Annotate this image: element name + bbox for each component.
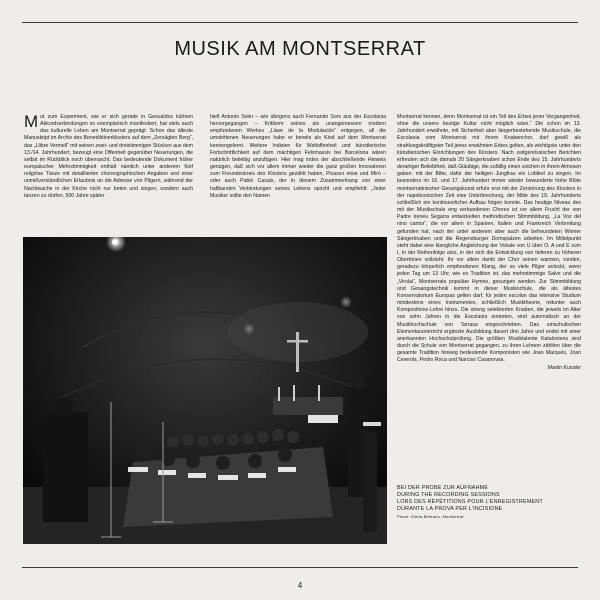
column-3-text: Montserrat kennen, denn Montserrat ist ein Teil des Erbes jener Vergangenheit, ohne die unsere heutige Kultur nicht möglich wäre.“ Die schon im 13. Jahrhundert erwähnte, mit Sicherheit aber längerbestehende Musikschule, die Escolania vom Montserrat mit ihrem Knabenchor, darf gewiß als strahlungskräftigster Teil jenes erwähnten Erbes gelten, als wichtigste unter den künstlerischen Einrichtungen des Klosters. Nach zeitgenössischen Berichten erfreuten sich die damals 20 Sängerknaben schon Ende des 15. Jahrhunderts derartiger Beliebtheit, daß Gläubige, die zufällig einen solchen in ihrem Almosen gaben: mit der Bitte, dafür der heiligen Jungfrau ein Loblied zu singen. Im besonders im 16. und 17. Jahrhundert immer wieder bewunderte hohe Blüte montserratinischer Gesangskunst erfuhr erst mit der Zerstörung des Klosters in der napoleonischen Zeit eine Unterbrechung, der Mitte des 19. Jahrhunderts schließlich ein kontinuierlicher Aufbau folgen konnte. Das heutige Niveau des mit der Musikschule eng verbundenen Chores ist vor allem Frucht der von Padre Ireneu Segarra entwickelten methodischen Stimmbildung. „La Voz del nino cantor“, die vor allem in Spanien, Italien und Frankreich Verbreitung gefunden hat, nach der unter anderem aber auch die befreundeten Wiener Sängerknaben und die Regensburger Domspatzen arbeiten. Im Mittelpunkt steht dabei eine klangliche Angleichung der Vokale von U über O, A und E zum I, in der Reihenfolge also, in der sich die Entwicklung von tieferen zu höheren Obertönen vollzieht. Ihr vor allem dankt der Chor seinen warmen, runden, geradezu körperlich empfundenen Klang, der so viele Pilger anlockt, wenn jeden Tag um 13 Uhr, wie es Tradition ist, das mehrstimmige Salve und die „Virolai“, Montserrats populäre Hymne, gesungen werden. Zur Stimmbildung und Gesangstechnik kommt in dieser Musikschule, die als ältestes Konservatorium Europas gelten darf, für jeden escolan das intensive Studium mindestens eines Instrumentes, schließlich Musiktheorie, mitunter auch Kompositions-Lehre hinzu. Die streng selektierten Knaben, die jeweils im Alter von zehn Jahren in die Escolania eintreten, sind automatisch an der Musikhochschule von Tarrasa eingeschrieben. Das umschulischen Elementarunterricht ergänzte Ausbildung dauert drei Jahre und endet mit einer anerkannten Hochschulprüfung. Die größten Musiktalente Kataloniens sind durch die Schule von Montserrat gegangen, zu ihren Lehrern zählten über die gesamte Tradition hinweg bedeutende Komponisten wie Joan Marqués, Joan Cererols, Pedro Roca und Narciso Casanovas.: [397, 114, 581, 364]
top-rule: [22, 22, 578, 23]
column-1-text: ut zum Experiment, wie er sich gerade in Gesualdos kühnen Akkordverbindungen so exemplarisch manifestiert, hat stets auch das kulturelle Leben am Montserrat geprägt. Schon das älteste Manuskript im Archiv des Benediktinerklosters auf dem „Zersägten Berg“, das „Llibre Vermell“ mit seinen zwei- und dreistimmigen Stücken aus dem 13./14. Jahrhundert, bezeugt eine Offenheit gegenüber Neuerungen, die selbst im Rückblick noch überrascht. Das bedeutende Dokument früher europäischer Mehrstimmigkeit enthält nämlich unter anderem fünf religiöse Tänze mit detaillierten choreographischen Angaben und einer unmißverständlichen Erlaubnis an die Adresse von Pilgern, während der Nachtwache in der Kirche nicht nur beten und singen, sondern auch tanzen zu dürfen. 500 Jahre später: [24, 114, 193, 199]
caption-german: BEI DER PROBE ZUR AUFNAHME: [397, 485, 489, 491]
column-2-text: hielt Antonio Soler – wie übrigens auch Fernando Sors aus der Escolania hervorgegangen – Kritikern seines als unangemessen modern empfundenen Werkes „Llave de la Modulación“ entgegen, all die umstrittenen Neuerungen habe er bereits als Kind auf dem Montserrat kennengelernt. Weitere Indizien für Weltoffenheit und künstlerische Fortschrittlichkeit auf dem mächtigen Felsmassiv bei Barcelona wären natürlich beliebig anzufügen. Hier mag indes der abschließende Hinweis genügen, daß sich vor allem immer wieder die ganz großen Innovatoren zum Freundeskreis des Klosters gezählt haben, Picasso etwa und Miró – oder auch Pablo Casals, der in diesem Zusammenhang von einer haltbarsten Verbindungen seines Lebens spricht und empfiehlt: „Jeder Musiker sollte den Namen: [210, 114, 386, 199]
photo-credit: Photo: Elena Beltrans, Montserrat: [397, 513, 464, 519]
choir-rehearsal-photo: [23, 237, 387, 544]
author-signature: Martin Kunzler: [547, 365, 581, 372]
bottom-rule: [22, 567, 578, 568]
article-column-2: [210, 114, 386, 200]
page-title: MUSIK AM MONTSERRAT: [174, 38, 426, 60]
article-column-1: [24, 114, 193, 200]
page-number: 4: [297, 581, 303, 590]
caption-english: DURING THE RECORDING SESSIONS: [397, 491, 500, 498]
photo-caption: [397, 485, 581, 519]
caption-french: LORS DES RÉPÉTITIONS POUR L’ENREGISTREMENT: [397, 498, 543, 505]
caption-italian: DURANTE LA PROVA PER L’INCISIONE: [397, 505, 503, 512]
drop-cap: M: [24, 112, 39, 131]
article-column-3: [397, 114, 581, 373]
